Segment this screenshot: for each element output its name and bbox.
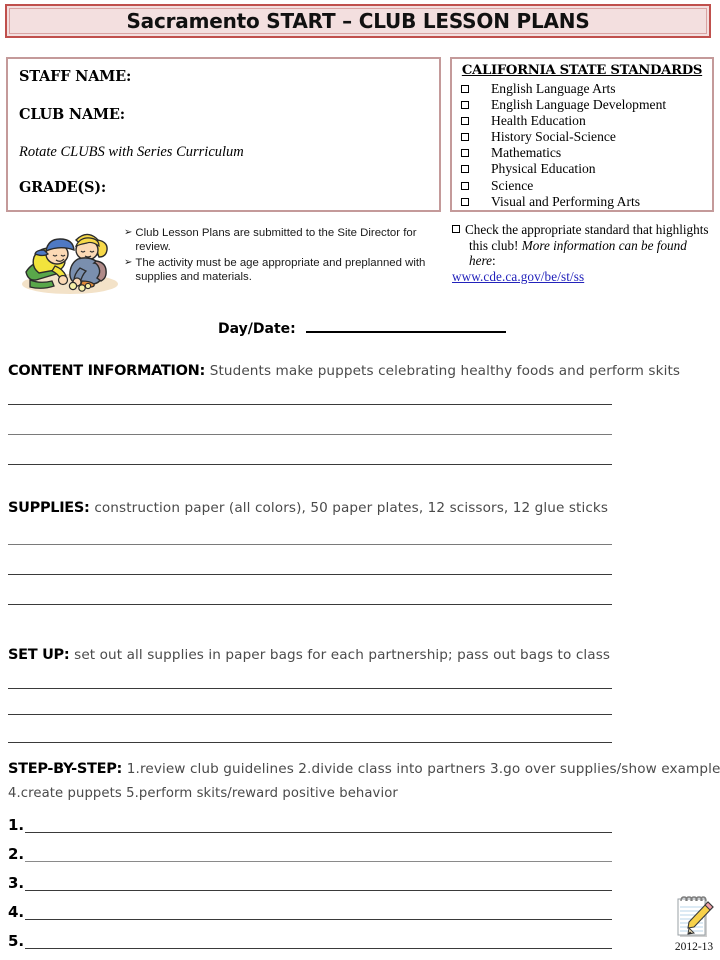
numbered-blank-label: 3. xyxy=(8,874,25,892)
checkbox-icon[interactable] xyxy=(461,198,469,206)
standard-item-mathematics[interactable] xyxy=(452,145,712,161)
day-date-field xyxy=(218,318,506,337)
content-information-section xyxy=(8,363,680,379)
list-item xyxy=(124,256,444,285)
content-information-heading: CONTENT INFORMATION: xyxy=(8,363,205,379)
grades-label: GRADE(S): xyxy=(19,179,107,196)
list-item-text: Club Lesson Plans are submitted to the Site Director for review. xyxy=(135,227,417,254)
staff-info-box xyxy=(6,57,441,212)
standard-item-visual-and-performing-arts[interactable] xyxy=(452,194,712,210)
standard-item-english-language-development[interactable] xyxy=(452,97,712,113)
arrow-bullet-icon: ➢ xyxy=(124,256,133,268)
step-by-step-section xyxy=(8,761,720,801)
list-item xyxy=(124,226,444,255)
numbered-blank-row xyxy=(8,934,612,949)
set-up-value[interactable]: set out all supplies in paper bags for each partnership; pass out bags to class xyxy=(74,647,611,663)
checkbox-icon[interactable] xyxy=(461,182,469,190)
numbered-blank-row xyxy=(8,905,612,920)
club-name-label: CLUB NAME: xyxy=(19,106,125,123)
checkbox-icon[interactable] xyxy=(461,101,469,109)
checkbox-icon[interactable] xyxy=(452,225,460,233)
set-up-section xyxy=(8,647,610,663)
content-blank-line[interactable] xyxy=(8,404,612,405)
standard-label: Health Education xyxy=(491,113,586,129)
check-standard-note xyxy=(452,222,710,284)
step-by-step-line-1[interactable]: 1.review club guidelines 2.divide class into partners 3.go over supplies/show example xyxy=(126,761,720,777)
supplies-value[interactable]: construction paper (all colors), 50 paper plates, 12 scissors, 12 glue sticks xyxy=(94,500,609,516)
standard-label: Science xyxy=(491,177,534,193)
set-up-blank-line[interactable] xyxy=(8,742,612,743)
standard-label: Visual and Performing Arts xyxy=(491,193,641,209)
numbered-blank-label: 2. xyxy=(8,845,25,863)
california-state-standards-box xyxy=(450,57,714,212)
numbered-blank-label: 1. xyxy=(8,816,25,834)
check-note-colon: : xyxy=(491,253,496,269)
standard-label: English Language Arts xyxy=(491,81,616,96)
numbered-blank-row xyxy=(8,818,612,833)
checkbox-icon[interactable] xyxy=(461,85,469,93)
page-title: Sacramento START – CLUB LESSON PLANS xyxy=(126,9,590,33)
check-note-italic: More information can be found here xyxy=(469,237,687,269)
lesson-plan-bullet-list xyxy=(124,226,444,286)
supplies-heading: SUPPLIES: xyxy=(8,500,90,516)
content-information-value[interactable]: Students make puppets celebrating healthy foods and perform skits xyxy=(209,363,681,379)
standard-item-science[interactable] xyxy=(452,178,712,194)
standard-label: Mathematics xyxy=(491,145,562,161)
check-note-plain: Check the appropriate standard that highlights this club! xyxy=(465,222,709,253)
supplies-blank-line[interactable] xyxy=(8,604,612,605)
content-blank-line[interactable] xyxy=(8,434,612,435)
set-up-blank-line[interactable] xyxy=(8,714,612,715)
standard-item-english-language-arts[interactable] xyxy=(452,81,712,97)
numbered-blank-label: 4. xyxy=(8,903,25,921)
list-item-text: The activity must be age appropriate and preplanned with supplies and materials. xyxy=(135,256,426,284)
rotate-clubs-note: Rotate CLUBS with Series Curriculum xyxy=(19,144,244,160)
checkbox-icon[interactable] xyxy=(461,165,469,173)
document-title-banner xyxy=(5,4,711,38)
numbered-blank-input[interactable] xyxy=(25,906,612,920)
standard-label: Physical Education xyxy=(491,161,596,177)
numbered-blank-row xyxy=(8,876,612,891)
check-standard-instruction xyxy=(452,222,710,269)
checkbox-icon[interactable] xyxy=(461,117,469,125)
standard-label: History Social-Science xyxy=(491,129,616,145)
day-date-input[interactable] xyxy=(306,318,506,333)
standards-heading: CALIFORNIA STATE STANDARDS xyxy=(461,63,703,78)
numbered-blank-label: 5. xyxy=(8,932,25,950)
standard-label: English Language Development xyxy=(491,97,667,113)
step-by-step-line-2[interactable]: 4.create puppets 5.perform skits/reward positive behavior xyxy=(8,786,398,801)
step-by-step-first-line xyxy=(8,761,720,777)
set-up-heading: SET UP: xyxy=(8,647,70,663)
checkbox-icon[interactable] xyxy=(461,149,469,157)
notepad-pencil-icon xyxy=(672,893,716,941)
standard-item-physical-education[interactable] xyxy=(452,161,712,177)
standard-item-health-education[interactable] xyxy=(452,113,712,129)
cde-standards-link[interactable]: www.cde.ca.gov/be/st/ss xyxy=(452,268,585,284)
step-by-step-heading: STEP-BY-STEP: xyxy=(8,761,123,777)
numbered-blank-input[interactable] xyxy=(25,848,612,862)
numbered-blank-input[interactable] xyxy=(25,819,612,833)
supplies-section xyxy=(8,500,608,516)
arrow-bullet-icon: ➢ xyxy=(124,227,133,238)
day-date-label: Day/Date: xyxy=(218,321,296,337)
standard-item-history-social-science[interactable] xyxy=(452,129,712,145)
staff-name-label: STAFF NAME: xyxy=(19,68,132,85)
children-playing-marbles-clipart xyxy=(12,224,128,296)
supplies-blank-line[interactable] xyxy=(8,544,612,545)
numbered-blank-input[interactable] xyxy=(25,877,612,891)
numbered-blank-input[interactable] xyxy=(25,935,612,949)
numbered-blank-row xyxy=(8,847,612,862)
content-blank-line[interactable] xyxy=(8,464,612,465)
set-up-blank-line[interactable] xyxy=(8,688,612,689)
supplies-blank-line[interactable] xyxy=(8,574,612,575)
school-year-label: 2012-13 xyxy=(674,941,714,953)
checkbox-icon[interactable] xyxy=(461,133,469,141)
